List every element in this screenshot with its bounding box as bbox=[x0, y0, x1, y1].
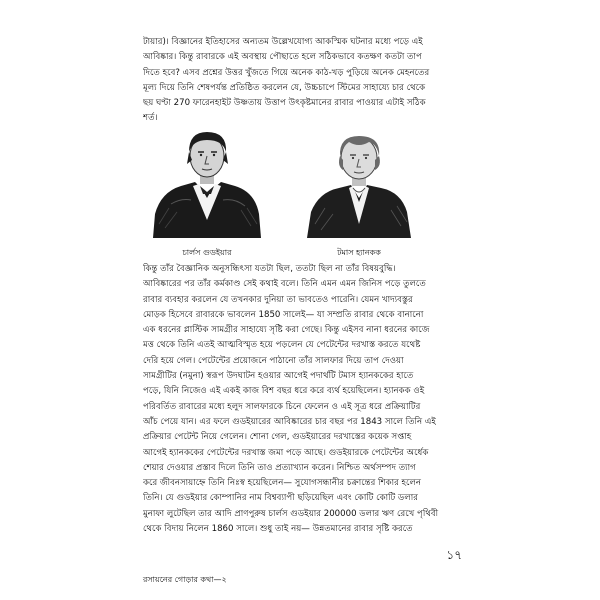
text-line: ছয় ঘণ্টা 270 ফারেনহাইট উষ্ণতায় উত্তাপ উৎকৃষ্টমানের রাবার পাওয়ার এটাই সঠিক bbox=[143, 98, 426, 109]
paragraph-intro bbox=[143, 35, 461, 127]
text-line: করে জীবনসায়াহ্নে তিনি নিঃস্ব হয়েছিলেন— সুযোগসন্ধানীর চক্রান্তের শিকার হলেন bbox=[143, 478, 422, 489]
text-line: রাবার ব্যবহার করলেন যে তখনকার দুনিয়া তা ভাবতেও পারেনি। যেমন খাদ্যবস্তুর bbox=[143, 294, 413, 305]
text-line: প্রক্রিয়ার পেটেন্ট নিয়ে গেলেন। শোনা গেল, গুডইয়ারের দরখাস্তের কয়েক সপ্তাহ bbox=[143, 432, 412, 443]
running-footer-title: রসায়নের গোড়ার কথা—২ bbox=[143, 575, 227, 584]
text-line: টায়ার)। বিজ্ঞানের ইতিহাসের অন্যতম উল্লেখযোগ্য আকস্মিক ঘটনার মধ্যে পড়ে এই bbox=[143, 37, 423, 47]
paragraph-main bbox=[143, 262, 461, 537]
text-line: আবিষ্কার। কিন্তু রাবারকে এই অবস্থায় পৌছাতে হলে সঠিকভাবে কতক্ষণ কতটা তাপ bbox=[143, 52, 422, 63]
text-line: এক ধরনের প্লাস্টিক সামগ্রীর সাহায্যে সৃষ্টি করা গেছে। কিন্তু এইসব নানা ধরনের কাজে bbox=[143, 325, 430, 336]
portrait-charles-goodyear bbox=[151, 128, 263, 238]
text-line: মূল্য দিয়ে তিনি শেষপর্যন্ত প্রতিষ্ঠিত করলেন যে, উচ্চচাপে স্টিমের সাহায্যে চার থেকে bbox=[143, 82, 426, 93]
caption-charles-goodyear: চার্লস গুডইয়ার bbox=[182, 248, 232, 257]
text-line: শর্ত। bbox=[143, 113, 158, 124]
text-line: তিনি। যে গুডইয়ার কোম্পানির নাম বিশ্বব্যাপী ছড়িয়েছিল এবং কোটি কোটি ডলার bbox=[143, 493, 418, 504]
text-line: সামগ্রীটির (নমুনা) স্বরূপ উদঘাটন হওয়ার আগেই পদার্থটি টমাস হ্যানককের হাতে bbox=[143, 371, 414, 382]
text-line: আবিষ্কারের পর তাঁর কর্মকাণ্ড সেই কথাই বলে। তিনি এমন এমন জিনিস পড়ে তুলতে bbox=[143, 279, 426, 290]
text-line: থেকে বিদায় নিলেন 1860 সালে। শুধু তাই নয়— উন্নতমানের রাবার সৃষ্টি করতে bbox=[143, 524, 413, 535]
text-line: শেয়ার দেওয়ার প্রস্তাব দিলে তিনি তাও প্রত্যাখ্যান করেন। নিশ্চিত অর্থসম্পদ ত্যাগ bbox=[143, 462, 416, 473]
text-line: আগেই হ্যানককের পেটেন্টের দরখাস্ত জমা পড়ে আছে। গুডইয়ারকে পেটেন্টের অর্ধেক bbox=[143, 447, 429, 458]
portrait-thomas-hancock bbox=[303, 128, 415, 238]
text-line: মত্ত থেকে তিনি এতই আত্মবিস্মৃত হয়ে পড়লেন যে পেটেন্টের দরখাস্ত করতে যথেষ্ট bbox=[143, 340, 421, 351]
text-line: কিন্তু তাঁর বৈজ্ঞানিক অনুসন্ধিৎসা যতটা ছিল, ততটা ছিল না তাঁর বিষয়বুদ্ধি। bbox=[143, 264, 396, 274]
text-line: দেরি হয়ে গেল। পেটেন্টের প্রয়োজনে পাঠানো তাঁর সালফার দিয়ে তাপ দেওয়া bbox=[143, 355, 404, 366]
text-line: পড়ে, যিনি নিজেও এই একই কাজ বিশ বছর ধরে করে ব্যর্থ হয়েছিলেন। হ্যানকক ওই bbox=[143, 386, 425, 397]
text-line: মুনাফা লুটেছিল তার আদি প্রাণপুরুষ চার্লস গুডইয়ার 200000 ডলার ঋণ রেখে পৃথিবী bbox=[143, 508, 439, 519]
text-line: মোড়ক হিসেবে রাবারকে ভাবলেন 1850 সালেই— যা সম্প্রতি রাবার থেকে বানানো bbox=[143, 309, 424, 320]
caption-thomas-hancock: টমাস হ্যানকক bbox=[337, 248, 381, 257]
page-number: ১৭ bbox=[446, 548, 462, 562]
text-line: পরিবর্তিত রাবারের মধ্যে হলুদ সালফারকে চিনে ফেলেন ও এই সূত্র ধরে প্রক্রিয়াটির bbox=[143, 401, 421, 412]
text-line: দিতে হবে? এসব প্রশ্নের উত্তর খুঁজতে গিয়ে অনেক কাঠ-খড় পুড়িয়ে অনেক মেহনতের bbox=[143, 67, 430, 78]
text-line: আঁচ পেয়ে যান। এর ফলে গুডইয়ারের আবিষ্কারের চার বছর পর 1843 সালে তিনি এই bbox=[143, 416, 436, 427]
